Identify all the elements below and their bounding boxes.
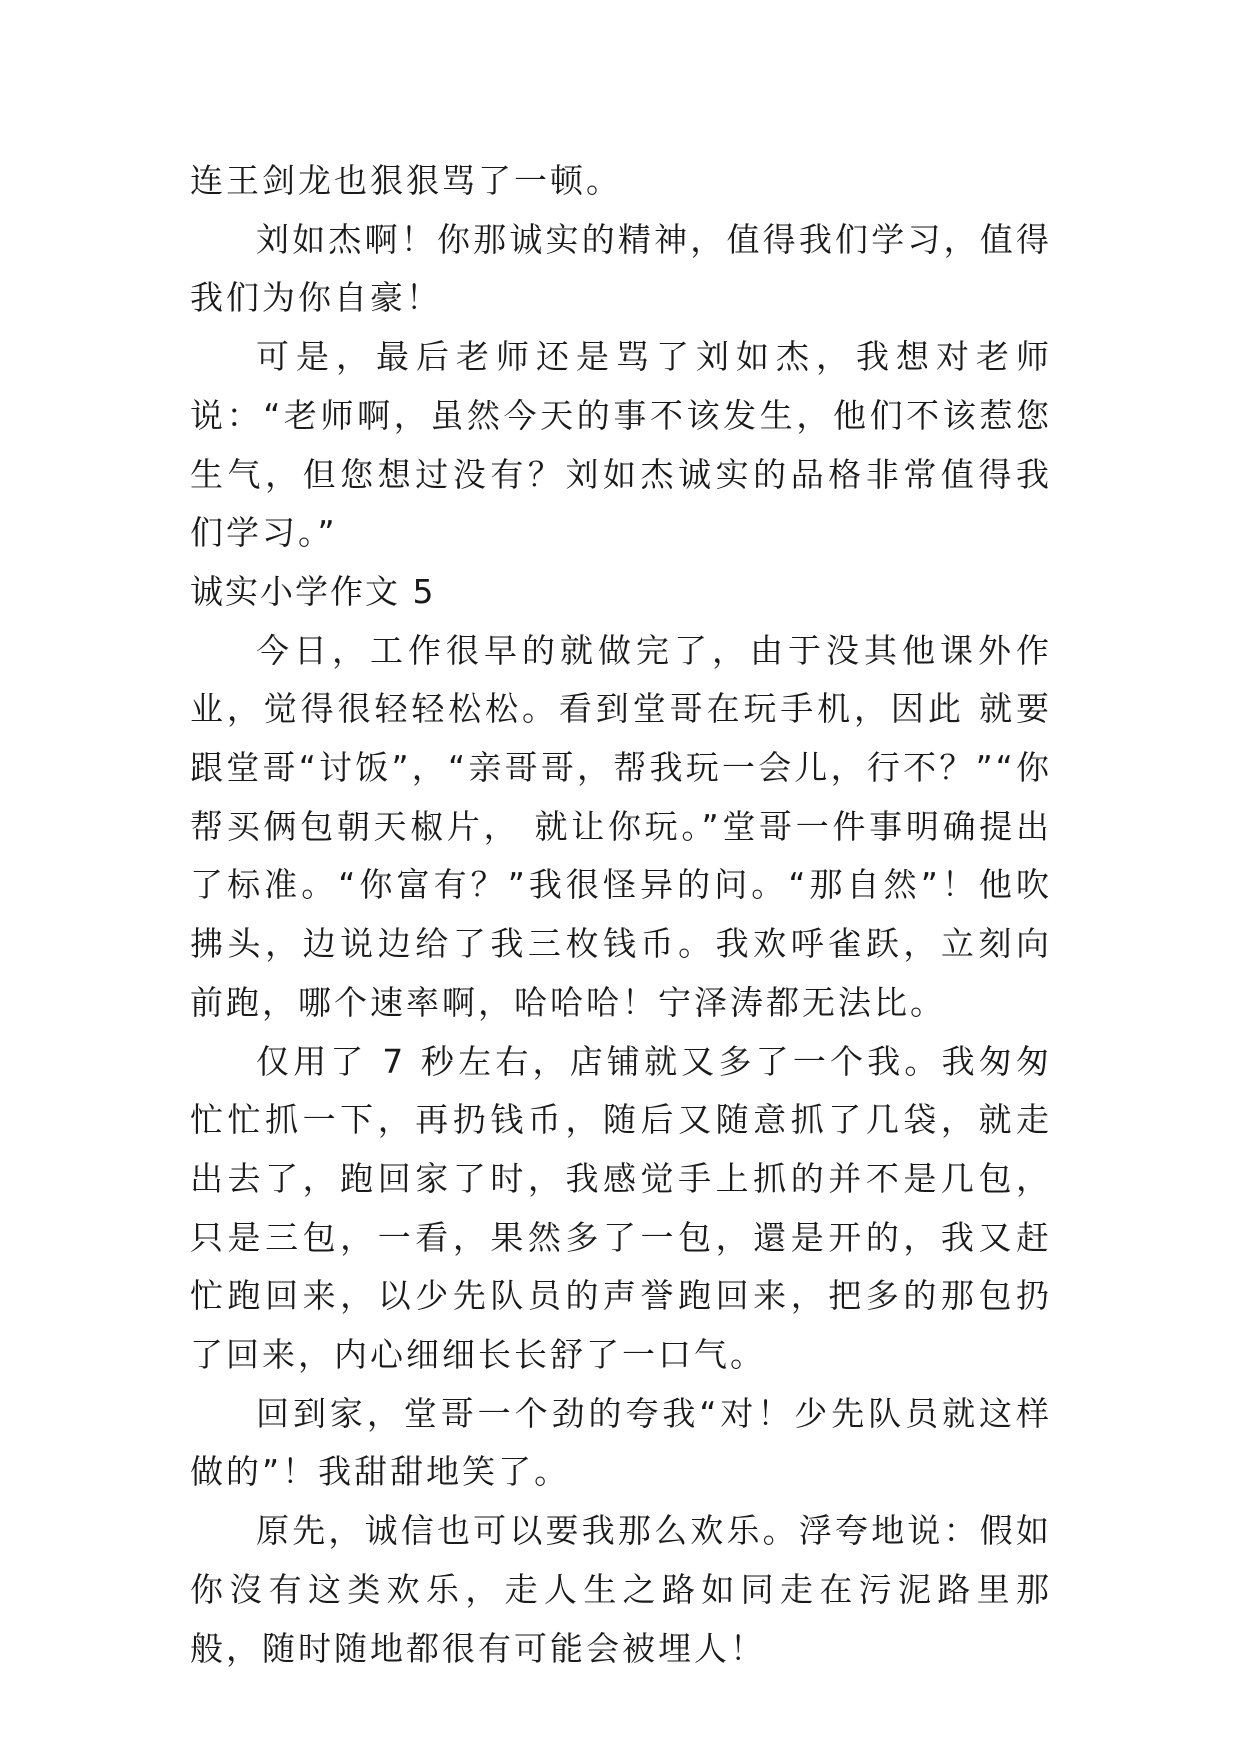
paragraph: 刘如杰啊！你那诚实的精神，值得我们学习，值得我们为你自豪！ <box>190 219 1052 318</box>
paragraph: 原先，诚信也可以要我那么欢乐。浮夸地说：假如你沒有这类欢乐，走人生之路如同走在污泥路里那般，随时随地都很有可能会被埋人！ <box>190 1511 1052 1668</box>
document-body <box>190 152 1052 1678</box>
section-heading: 诚实小学作文 5 <box>190 571 436 611</box>
paragraph: 连王剑龙也狠狠骂了一顿。 <box>190 161 622 200</box>
paragraph: 可是，最后老师还是骂了刘如杰，我想对老师说：“老师啊，虽然今天的事不该发生，他们不该惹您生气，但您想过没有？刘如杰诚实的品格非常值得我们学习。” <box>190 337 1052 553</box>
paragraph: 回到家，堂哥一个劲的夸我“对！少先队员就这样做的”！我甜甜地笑了。 <box>190 1393 1052 1492</box>
paragraph: 今日，工作很早的就做完了，由于没其他课外作业，觉得很轻轻松松。看到堂哥在玩手机，因此 就要跟堂哥“讨饭”，“亲哥哥，帮我玩一会儿，行不？”“你帮买俩包朝天椒片， 就让你玩。”堂哥一件事明确提出了标准。“你富有？”我很怪异的问。“那自然”！他吹拂头，边说边给了我三枚钱币。我欢呼雀跃，立刻向前跑，哪个速率啊，哈哈哈！宁泽涛都无法比。 <box>190 630 1052 1022</box>
paragraph: 仅用了 7 秒左右，店铺就又多了一个我。我匆匆忙忙抓一下，再扔钱币，随后又随意抓了几袋，就走出去了，跑回家了时，我感觉手上抓的并不是几包，只是三包，一看，果然多了一包，還是开的，我又赶忙跑回来，以少先队员的声誉跑回来，把多的那包扔了回来，内心细细长长舒了一口气。 <box>190 1041 1052 1375</box>
